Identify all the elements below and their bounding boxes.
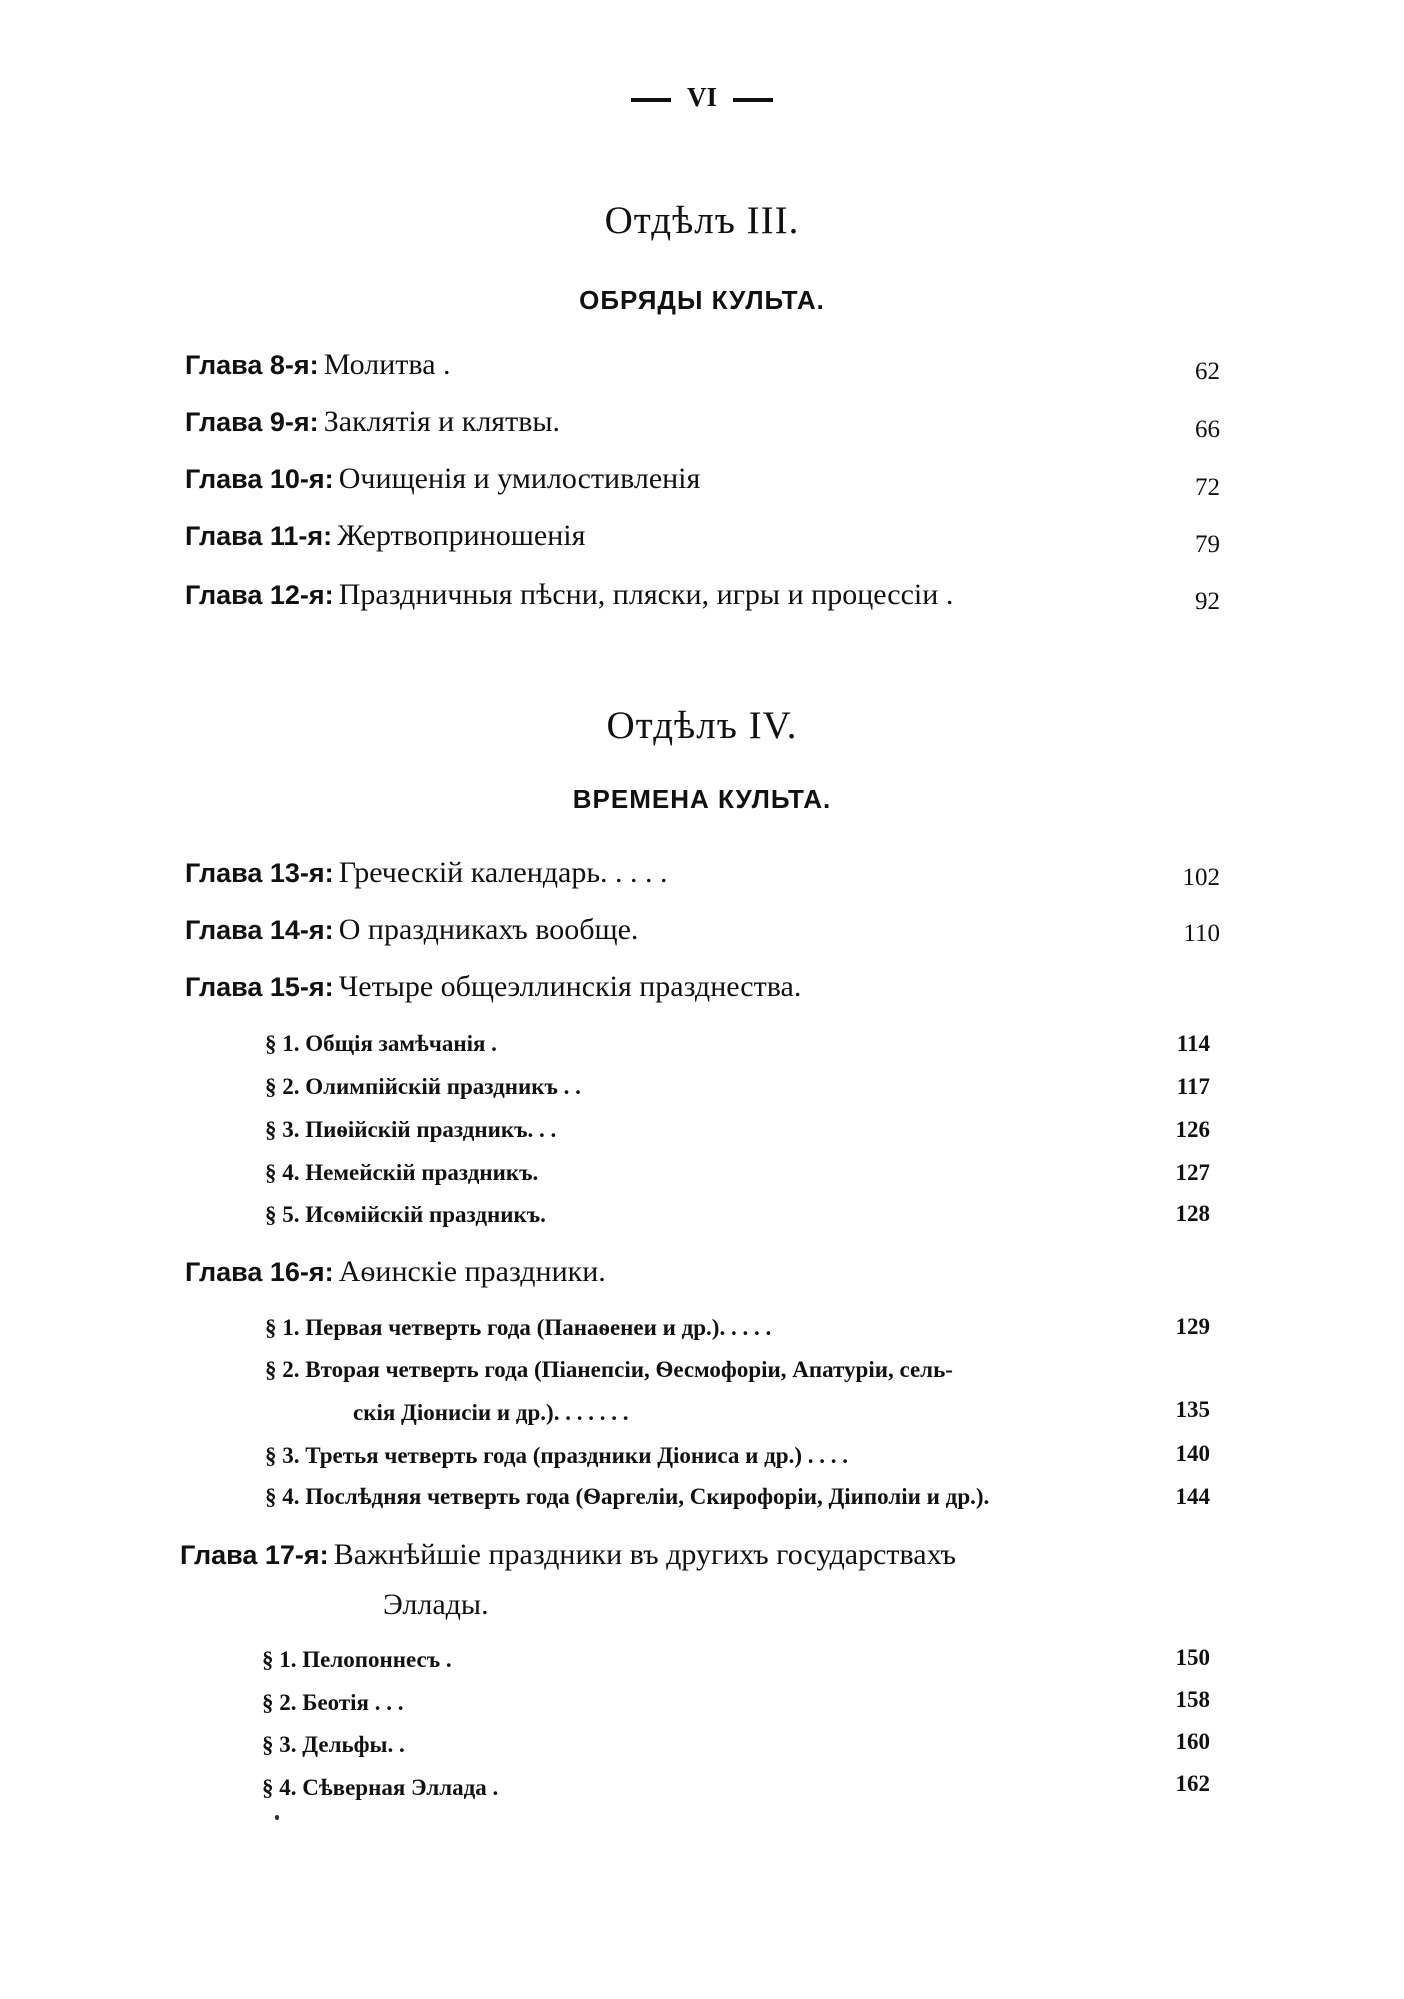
chapter-title: Греческій календарь. . . . . bbox=[338, 856, 668, 889]
toc-entry-ch10[interactable] bbox=[185, 462, 700, 496]
section-3-subtitle: ОБРЯДЫ КУЛЬТА. bbox=[579, 285, 825, 315]
chapter-label: Глава 14-я: bbox=[185, 915, 334, 945]
folio-dash-right bbox=[733, 98, 773, 102]
chapter-label: Глава 15-я: bbox=[185, 972, 334, 1002]
page-number: 72 bbox=[1195, 474, 1220, 501]
toc-entry-ch16[interactable] bbox=[185, 1255, 606, 1289]
chapter-title: Четыре общеэллинскія празднества. bbox=[338, 970, 802, 1003]
chapter-title: Заклятія и клятвы. bbox=[323, 405, 561, 438]
chapter-label: Глава 13-я: bbox=[185, 858, 334, 888]
page-number: 62 bbox=[1195, 358, 1220, 385]
page-number: 114 bbox=[1176, 1031, 1210, 1056]
section-4-subtitle: ВРЕМЕНА КУЛЬТА. bbox=[572, 784, 832, 814]
toc-entry-ch8[interactable] bbox=[185, 348, 451, 382]
page-number: 140 bbox=[1175, 1441, 1210, 1466]
folio-number: VI bbox=[686, 82, 717, 112]
page-number: 66 bbox=[1195, 416, 1220, 443]
toc-paragraph[interactable]: § 1. Первая четверть года (Панаѳенеи и др.). . . . . bbox=[265, 1315, 772, 1340]
toc-paragraph[interactable]: § 4. Немейскій праздникъ. bbox=[265, 1160, 539, 1185]
toc-entry-ch9[interactable] bbox=[185, 405, 560, 439]
toc-entry-ch13[interactable] bbox=[185, 856, 668, 890]
chapter-label: Глава 9-я: bbox=[185, 407, 319, 437]
page-number: 126 bbox=[1175, 1117, 1210, 1142]
chapter-label: Глава 8-я: bbox=[185, 350, 319, 380]
page-number: 117 bbox=[1176, 1074, 1210, 1099]
chapter-title: Аѳинскіе праздники. bbox=[338, 1255, 606, 1288]
chapter-title: Молитва . bbox=[323, 348, 451, 381]
toc-paragraph-continued[interactable]: скія Діонисіи и др.). . . . . . . bbox=[353, 1400, 629, 1425]
toc-paragraph[interactable]: § 1. Пелопоннесъ . bbox=[262, 1647, 452, 1672]
toc-paragraph[interactable]: § 3. Третья четверть года (праздники Діониса и др.) . . . . bbox=[265, 1443, 848, 1468]
page-number: 144 bbox=[1175, 1484, 1210, 1509]
folio-dash-left bbox=[631, 98, 671, 102]
chapter-label: Глава 11-я: bbox=[185, 521, 333, 551]
toc-paragraph[interactable]: § 4. Сѣверная Эллада . bbox=[262, 1775, 499, 1800]
chapter-label: Глава 12-я: bbox=[185, 580, 334, 610]
page-number: 158 bbox=[1175, 1687, 1210, 1712]
page-number: 162 bbox=[1175, 1771, 1210, 1796]
chapter-title: Очищенія и умилостивленія bbox=[338, 462, 701, 495]
chapter-label: Глава 10-я: bbox=[185, 464, 334, 494]
toc-entry-ch12[interactable] bbox=[185, 578, 953, 612]
page-number: 129 bbox=[1175, 1314, 1210, 1339]
toc-paragraph[interactable]: § 3. Дельфы. . bbox=[262, 1732, 405, 1757]
toc-paragraph[interactable]: § 5. Исѳмійскій праздникъ. bbox=[265, 1202, 546, 1227]
chapter-title: О праздникахъ вообще. bbox=[338, 913, 639, 946]
toc-paragraph[interactable]: § 1. Общія замѣчанія . bbox=[265, 1031, 497, 1056]
toc-paragraph[interactable]: § 2. Олимпійскій праздникъ . . bbox=[265, 1074, 581, 1099]
toc-paragraph[interactable]: § 3. Пиѳійскій праздникъ. . . bbox=[265, 1117, 557, 1142]
toc-entry-ch11[interactable] bbox=[185, 519, 585, 553]
toc-paragraph[interactable]: § 4. Послѣдняя четверть года (Ѳаргеліи, Скирофоріи, Діиполіи и др.). bbox=[265, 1484, 990, 1509]
page-number: 135 bbox=[1175, 1397, 1210, 1422]
page-number: 127 bbox=[1175, 1160, 1210, 1185]
toc-entry-ch15[interactable] bbox=[185, 970, 801, 1004]
toc-entry-ch14[interactable] bbox=[185, 913, 638, 947]
chapter-title: Праздничныя пѣсни, пляски, игры и процессіи . bbox=[338, 578, 954, 611]
toc-entry-ch17[interactable] bbox=[180, 1538, 956, 1572]
page-number: 110 bbox=[1183, 920, 1220, 947]
page-number: 128 bbox=[1175, 1201, 1210, 1226]
chapter-label: Глава 17-я: bbox=[180, 1540, 329, 1570]
chapter-title: Важнѣйшіе праздники въ другихъ государствахъ bbox=[333, 1538, 956, 1571]
ink-speck bbox=[275, 1815, 279, 1820]
page-number: 150 bbox=[1175, 1645, 1210, 1670]
toc-paragraph[interactable]: § 2. Беотія . . . bbox=[262, 1690, 404, 1715]
section-3-title: Отдѣлъ III. bbox=[604, 199, 800, 242]
chapter-title-continued: Эллады. bbox=[383, 1588, 489, 1621]
page-number: 92 bbox=[1195, 588, 1220, 615]
chapter-title: Жертвоприношенія bbox=[337, 519, 586, 552]
page-folio bbox=[0, 82, 1404, 113]
page-number: 160 bbox=[1175, 1729, 1210, 1754]
toc-paragraph[interactable]: § 2. Вторая четверть года (Піанепсіи, Ѳесмофоріи, Апатуріи, сель- bbox=[265, 1357, 953, 1382]
section-4-title: Отдѣлъ IV. bbox=[606, 704, 798, 747]
page-number: 79 bbox=[1195, 531, 1220, 558]
page-number: 102 bbox=[1182, 864, 1220, 891]
chapter-label: Глава 16-я: bbox=[185, 1257, 334, 1287]
